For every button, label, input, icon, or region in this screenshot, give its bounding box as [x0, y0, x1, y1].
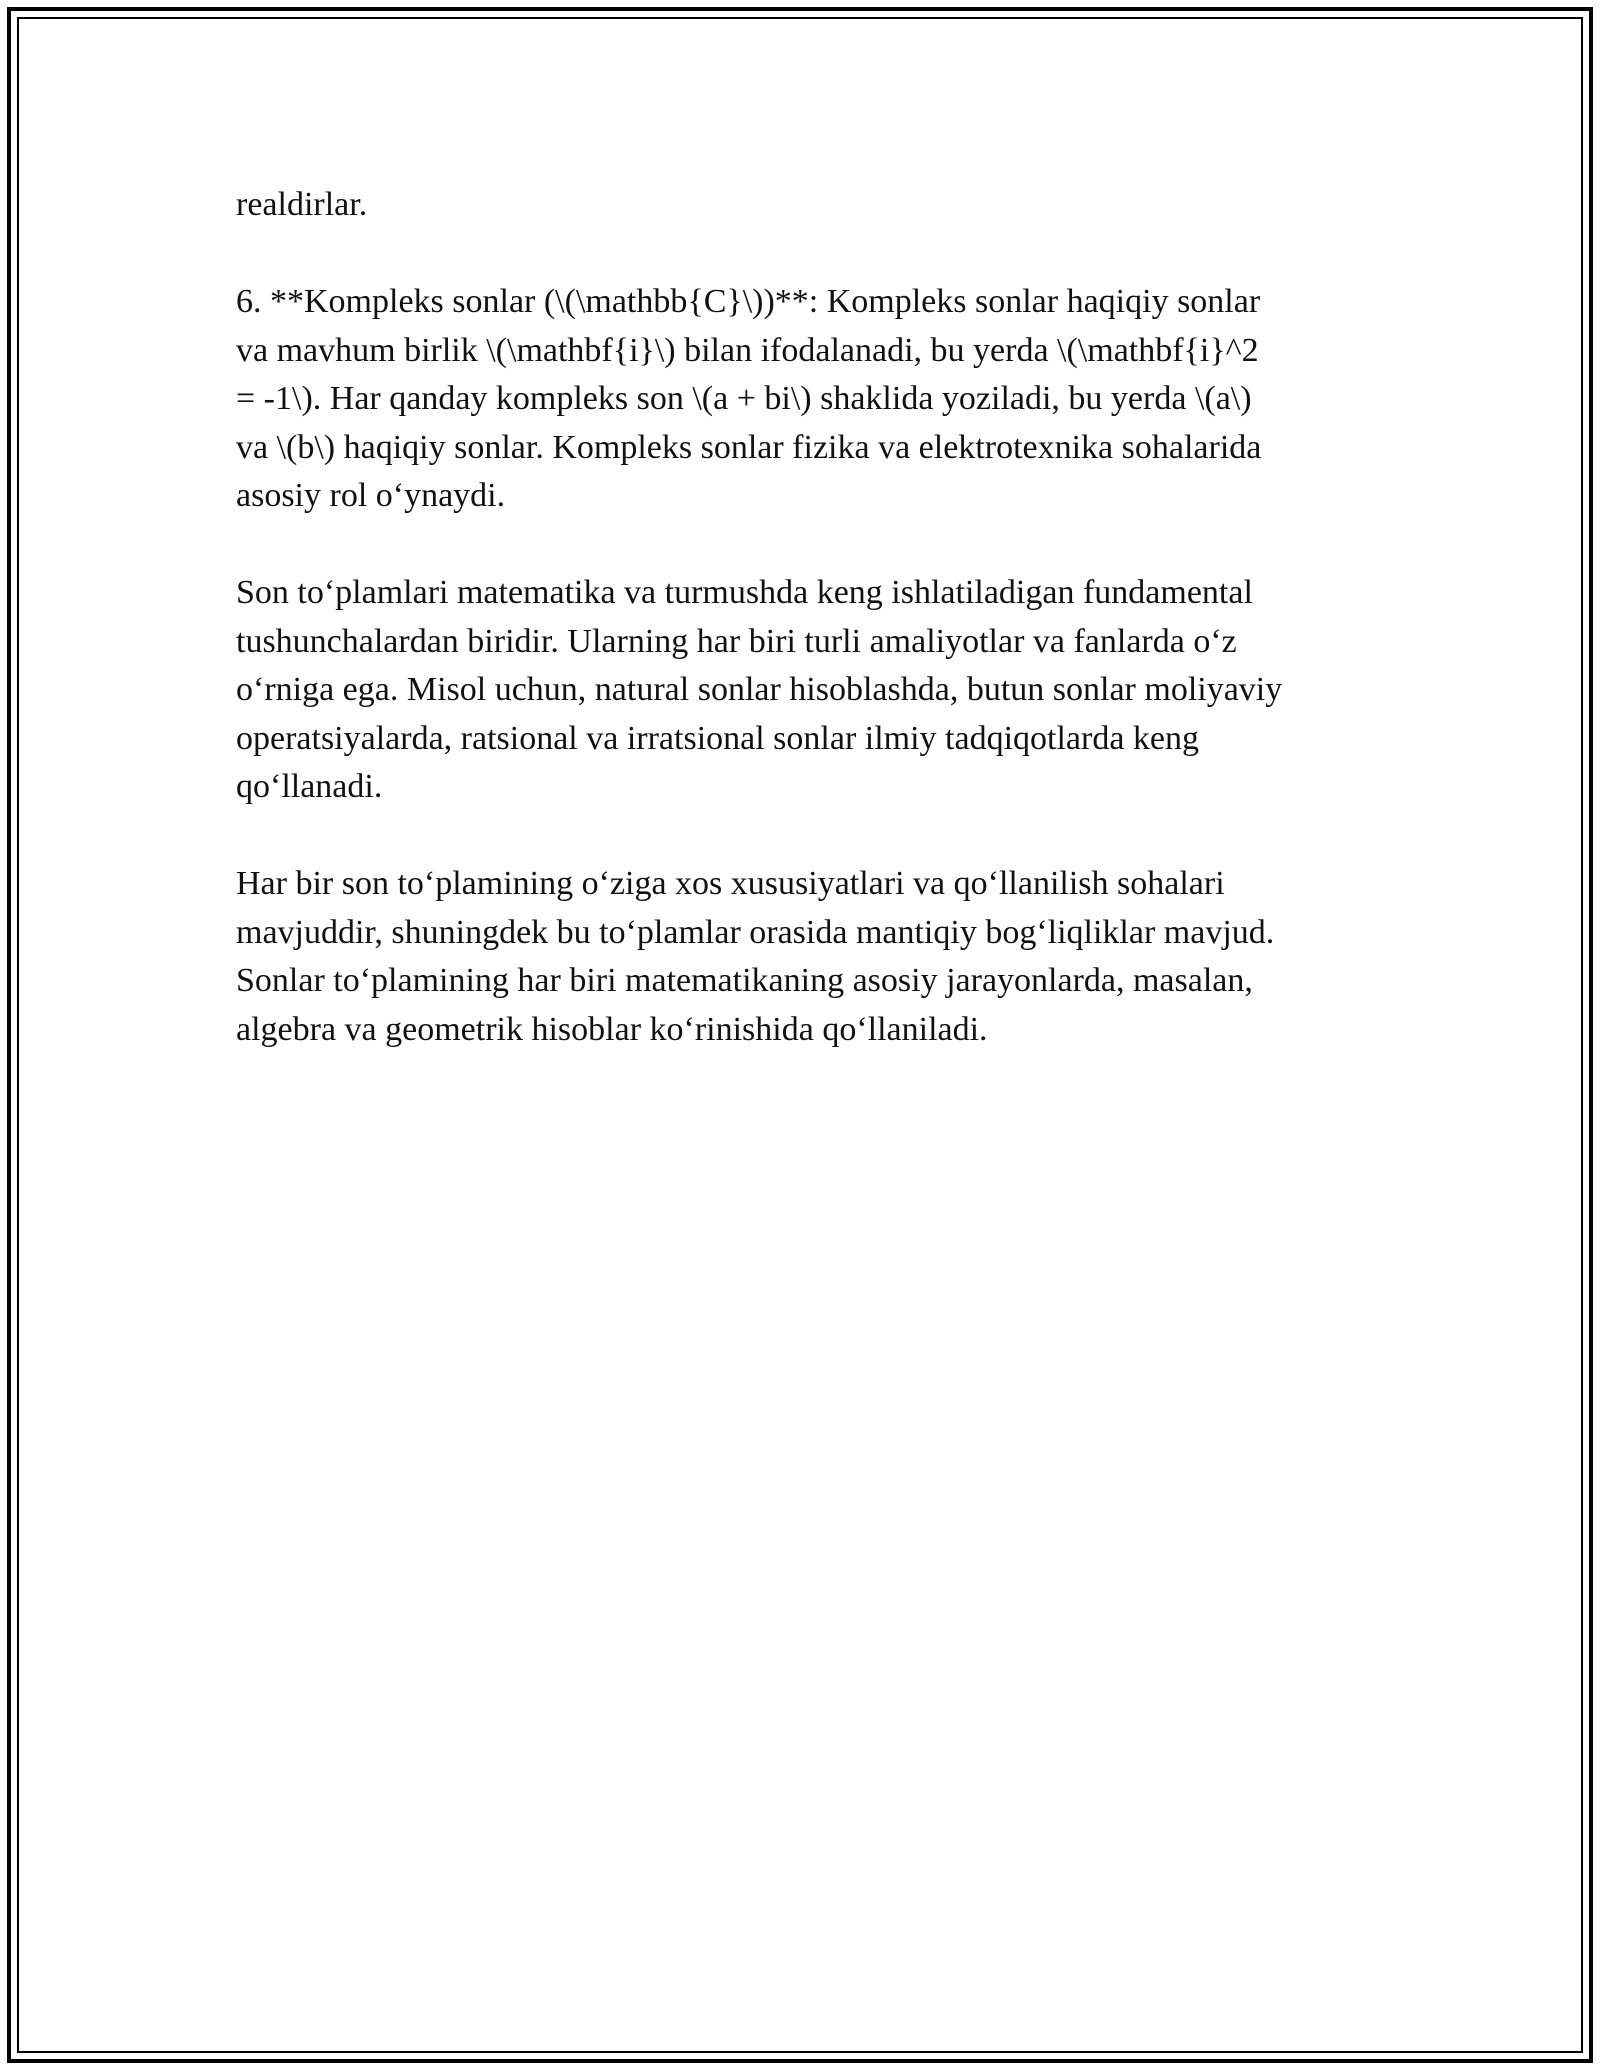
text-line: tushunchalardan biridir. Ularning har biri turli amaliyotlar va fanlarda o‘z: [236, 622, 1237, 660]
text-line: Sonlar to‘plamining har biri matematikaning asosiy jarayonlarda, masalan,: [236, 962, 1253, 999]
text-line: qo‘llanadi.: [236, 768, 383, 805]
text-line: operatsiyalarda, ratsional va irratsional sonlar ilmiy tadqiqotlarda keng: [236, 719, 1200, 757]
text-line: Son to‘plamlari matematika va turmushda keng ishlatiladigan fundamental: [236, 574, 1253, 611]
text-line: mavjuddir, shuningdek bu to‘plamlar orasida mantiqiy bog‘liqliklar mavjud.: [236, 913, 1275, 951]
paragraph: [236, 860, 1386, 1054]
text-line: va \(b\) haqiqiy sonlar. Kompleks sonlar fizika va elektrotexnika sohalarida: [236, 428, 1262, 466]
paragraph: [236, 181, 1386, 230]
document-body: [236, 181, 1386, 1103]
text-line: 6. **Kompleks sonlar (\(\mathbb{C}\))**: Kompleks sonlar haqiqiy sonlar: [236, 283, 1261, 320]
text-line: algebra va geometrik hisoblar ko‘rinishida qo‘llaniladi.: [236, 1010, 988, 1048]
text-line: Har bir son to‘plamining o‘ziga xos xususiyatlari va qo‘llanilish sohalari: [236, 865, 1225, 902]
text-line: realdirlar.: [236, 186, 368, 223]
paragraph: [236, 278, 1386, 521]
text-line: asosiy rol o‘ynaydi.: [236, 477, 506, 514]
paragraph: [236, 569, 1386, 812]
text-line: o‘rniga ega. Misol uchun, natural sonlar hisoblashda, butun sonlar moliyaviy: [236, 671, 1283, 708]
text-line: va mavhum birlik \(\mathbf{i}\) bilan ifodalanadi, bu yerda \(\mathbf{i}^2: [236, 331, 1259, 369]
text-line: = -1\). Har qanday kompleks son \(a + bi\) shaklida yoziladi, bu yerda \(a\): [236, 380, 1252, 417]
